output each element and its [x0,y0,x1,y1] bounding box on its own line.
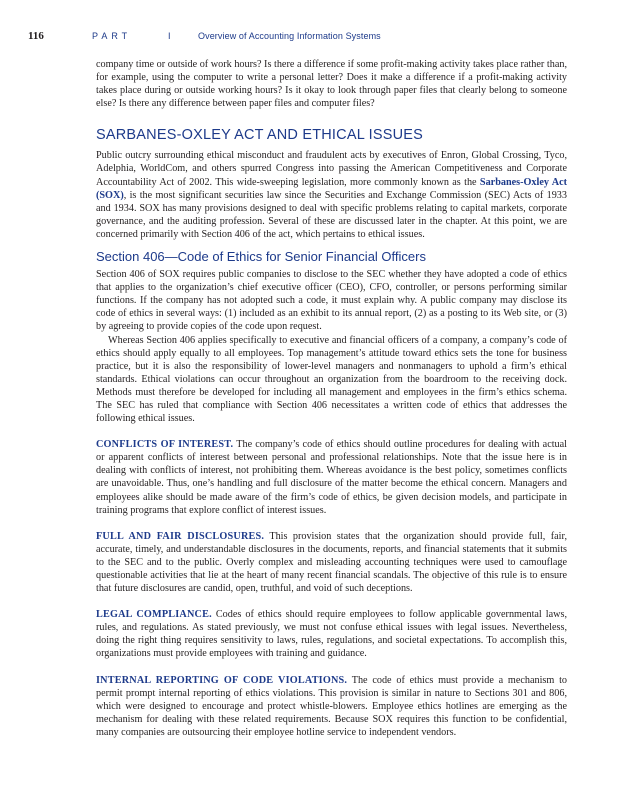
part-number: I [168,31,171,41]
conflicts-text: The company’s code of ethics should outline procedures for dealing with actual or apparent conflicts of interest between personal and professional relationships. Note that the issue here is in dealing with conflicts of interest, not prohibiting them. Whereas avoidance is the best policy, sometimes conflicts are unavoidable. Thus, one’s handling and full disclosure of the matter become the ethical concern. Managers and employees alike should be made aware of the firm’s code of ethics, be given decision models, and participate in training programs that explore conflict of interest issues. [96,439,567,516]
part-label: PART [92,31,132,41]
internal-reporting-section [96,674,567,739]
section-406-paragraph-1: Section 406 of SOX requires public companies to disclose to the SEC whether they have adopted a code of ethics that applies to the organization’s chief executive officer (CEO), CFO, controller, or persons performing similar functions. If the company has not adopted such a code, it must explain why. A public company may disclose its code of ethics in several ways: (1) included as an exhibit to its annual report, (2) as a posting to its Web site, or (3) by agreeing to provide copies of the code upon request. [96,269,567,333]
page-number: 116 [28,30,44,42]
legal-paragraph [96,608,567,660]
disclosures-text: This provision states that the organization should provide full, fair, accurate, timely, and understandable disclosures in the documents, reports, and financial statements that it submits to the SEC and to the public. Overly complex and misleading accounting techniques were used to camouflage questionable activities that lie at the heart of many recent financial scandals. The objective of this rule is to ensure that future disclosures are candid, open, truthful, and void of such deceptions. [96,530,567,595]
internal-reporting-text: The code of ethics must provide a mechanism to permit prompt internal reporting of ethics violations. This provision is similar in nature to Sections 301 and 806, which were designed to encourage and protect whistle-blowers. Employee ethics hotlines are emerging as the mechanism for dealing with these related requirements. Because SOX requires this function to be confidential, many companies are outsourcing their employee hotline service to independent vendors. [96,674,567,738]
legal-text: Codes of ethics should require employees to follow applicable governmental laws, rules, and regulations. As stated previously, we must not confuse ethical issues with legal issues. Nevertheless, doing the right thing requires sensitivity to laws, rules, regulations, and societal expectations. To accomplish this, organizations must provide employees with training and guidance. [96,609,567,660]
sox-text-before: Public outcry surrounding ethical misconduct and fraudulent acts by executives of Enron, Global Crossing, Tyco, Adelphia, WorldCom, and others spurred Congress into passing the American Competitiveness and Corporate Accountability Act of 2002. This wide-sweeping legislation, more commonly known as the [96,150,567,188]
sox-paragraph [96,149,567,241]
internal-reporting-paragraph [96,674,567,739]
disclosures-section [96,530,567,595]
disclosures-paragraph [96,530,567,595]
section-406-paragraph-2: Whereas Section 406 applies specifically to executive and financial officers of a company, a company’s code of ethics should apply equally to all employees. Top management’s attitude toward ethics sets the tone for business practice, but it is also the responsibility of lower-level managers and nonmanagers to uphold a firm’s ethical standards. Ethical violations can occur throughout an organization from the boardroom to the receiving dock. Methods must therefore be developed for including all management and employees in the firm’s ethics schema. The SEC has ruled that compliance with Section 406 necessitates a written code of ethics that addresses the following ethical issues. [96,334,567,425]
running-header [28,30,618,44]
subsection-heading-406: Section 406—Code of Ethics for Senior Financial Officers [96,249,426,265]
conflicts-paragraph [96,438,567,517]
section-heading-sox: SARBANES-OXLEY ACT AND ETHICAL ISSUES [96,127,424,144]
conflicts-title: CONFLICTS OF INTEREST. [96,439,234,451]
disclosures-title: FULL AND FAIR DISCLOSURES. [96,530,265,542]
legal-title: LEGAL COMPLIANCE. [96,609,212,621]
conflicts-section [96,438,567,517]
chapter-title: Overview of Accounting Information Systems [198,31,381,41]
sox-text-after: , is the most significant securities law since the Securities and Exchange Commission (SEC) Acts of 1933 and 1934. SOX has many provisions designed to deal with specific problems relating to capital markets, corporate governance, and the auditing profession. Several of these are discussed later in the chapter. At this point, we are concerned primarily with Section 406 of the act, which pertains to ethical issues. [96,189,567,240]
internal-reporting-title: INTERNAL REPORTING OF CODE VIOLATIONS. [96,674,348,686]
body-text [96,58,567,739]
sox-key-term: Sarbanes-Oxley Act (SOX) [96,176,568,201]
intro-paragraph: company time or outside of work hours? Is there a difference if some profit-making activity takes place rather than, for example, using the computer to write a personal letter? Does it make a difference if a profit-making activity takes place during or outside working hours? Is it okay to look through paper files that clearly belong to someone else? Is there any difference between paper files and computer files? [96,59,567,110]
legal-section [96,608,567,660]
